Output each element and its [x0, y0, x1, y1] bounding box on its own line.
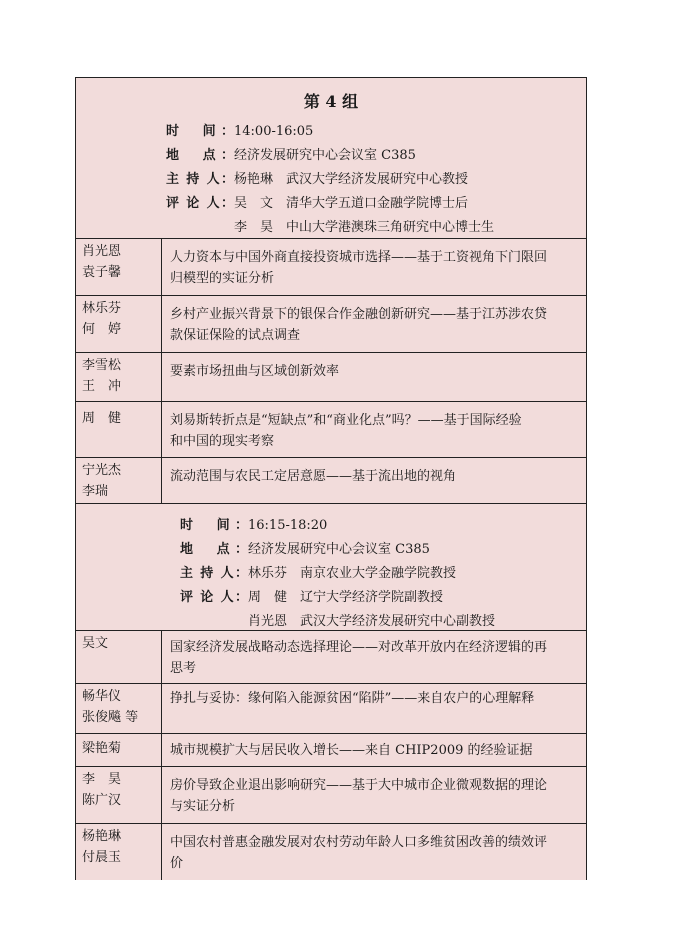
paper-row: [76, 239, 586, 296]
paper-row: [76, 824, 586, 880]
session1-place: 地 点：经济发展研究中心会议室 C385: [166, 148, 416, 163]
paper-title: 流动范围与农民工定居意愿——基于流出地的视角: [170, 469, 457, 484]
session1-host: 主 持 人：杨艳琳 武汉大学经济发展研究中心教授: [166, 172, 469, 187]
paper-authors: 梁艳菊: [76, 734, 162, 766]
paper-row: [76, 458, 586, 504]
paper-authors: 林乐芬 何 婷: [76, 296, 162, 352]
paper-title: 国家经济发展战略动态选择理论——对改革开放内在经济逻辑的再 思考: [170, 640, 548, 676]
paper-row: [76, 767, 586, 824]
paper-title: 乡村产业振兴背景下的银保合作金融创新研究——基于江苏涉农贷 款保证保险的试点调查: [170, 307, 548, 343]
session2-time: 时 间：16:15-18:20: [180, 518, 328, 533]
paper-row: [76, 353, 586, 402]
session2-place: 地 点：经济发展研究中心会议室 C385: [180, 542, 430, 557]
paper-title: 城市规模扩大与居民收入增长——来自 CHIP2009 的经验证据: [170, 743, 533, 758]
paper-title: 要素市场扭曲与区域创新效率: [170, 364, 340, 379]
paper-row: [76, 402, 586, 458]
paper-row: [76, 734, 586, 767]
paper-title: 挣扎与妥协：缘何陷入能源贫困“陷阱”——来自农户的心理解释: [170, 691, 535, 706]
paper-row: [76, 296, 586, 353]
session-header-2: [76, 504, 586, 631]
paper-row: [76, 631, 586, 684]
schedule-table: [75, 77, 587, 880]
session2-discussant-2: 肖光恩 武汉大学经济发展研究中心副教授: [248, 614, 496, 629]
session1-discussant-1: 评 论 人：吴 文 清华大学五道口金融学院博士后: [166, 196, 469, 211]
session1-discussant-2: 李 昊 中山大学港澳珠三角研究中心博士生: [234, 220, 495, 235]
paper-authors: 吴文: [76, 631, 162, 683]
session2-discussant-1: 评 论 人：周 健 辽宁大学经济学院副教授: [180, 590, 444, 605]
group-title: 第 4 组: [303, 92, 359, 111]
paper-title: 人力资本与中国外商直接投资城市选择——基于工资视角下门限回 归模型的实证分析: [170, 250, 548, 286]
session1-time: 时 间：14:00-16:05: [166, 124, 314, 139]
session2-host: 主 持 人：林乐芬 南京农业大学金融学院教授: [180, 566, 457, 581]
paper-authors: 李 昊 陈广汉: [76, 767, 162, 823]
paper-authors: 宁光杰 李瑞: [76, 458, 162, 503]
session-header-1: [76, 78, 586, 239]
paper-title: 中国农村普惠金融发展对农村劳动年龄人口多维贫困改善的绩效评 价: [170, 835, 548, 871]
paper-title: 刘易斯转折点是“短缺点”和“商业化点”吗？——基于国际经验 和中国的现实考察: [170, 413, 522, 449]
paper-authors: 畅华仪 张俊飚 等: [76, 684, 162, 733]
paper-authors: 李雪松 王 冲: [76, 353, 162, 401]
paper-authors: 周 健: [76, 402, 162, 457]
paper-row: [76, 684, 586, 734]
paper-title: 房价导致企业退出影响研究——基于大中城市企业微观数据的理论 与实证分析: [170, 778, 548, 814]
paper-authors: 杨艳琳 付晨玉: [76, 824, 162, 880]
paper-authors: 肖光恩 袁子馨: [76, 239, 162, 295]
